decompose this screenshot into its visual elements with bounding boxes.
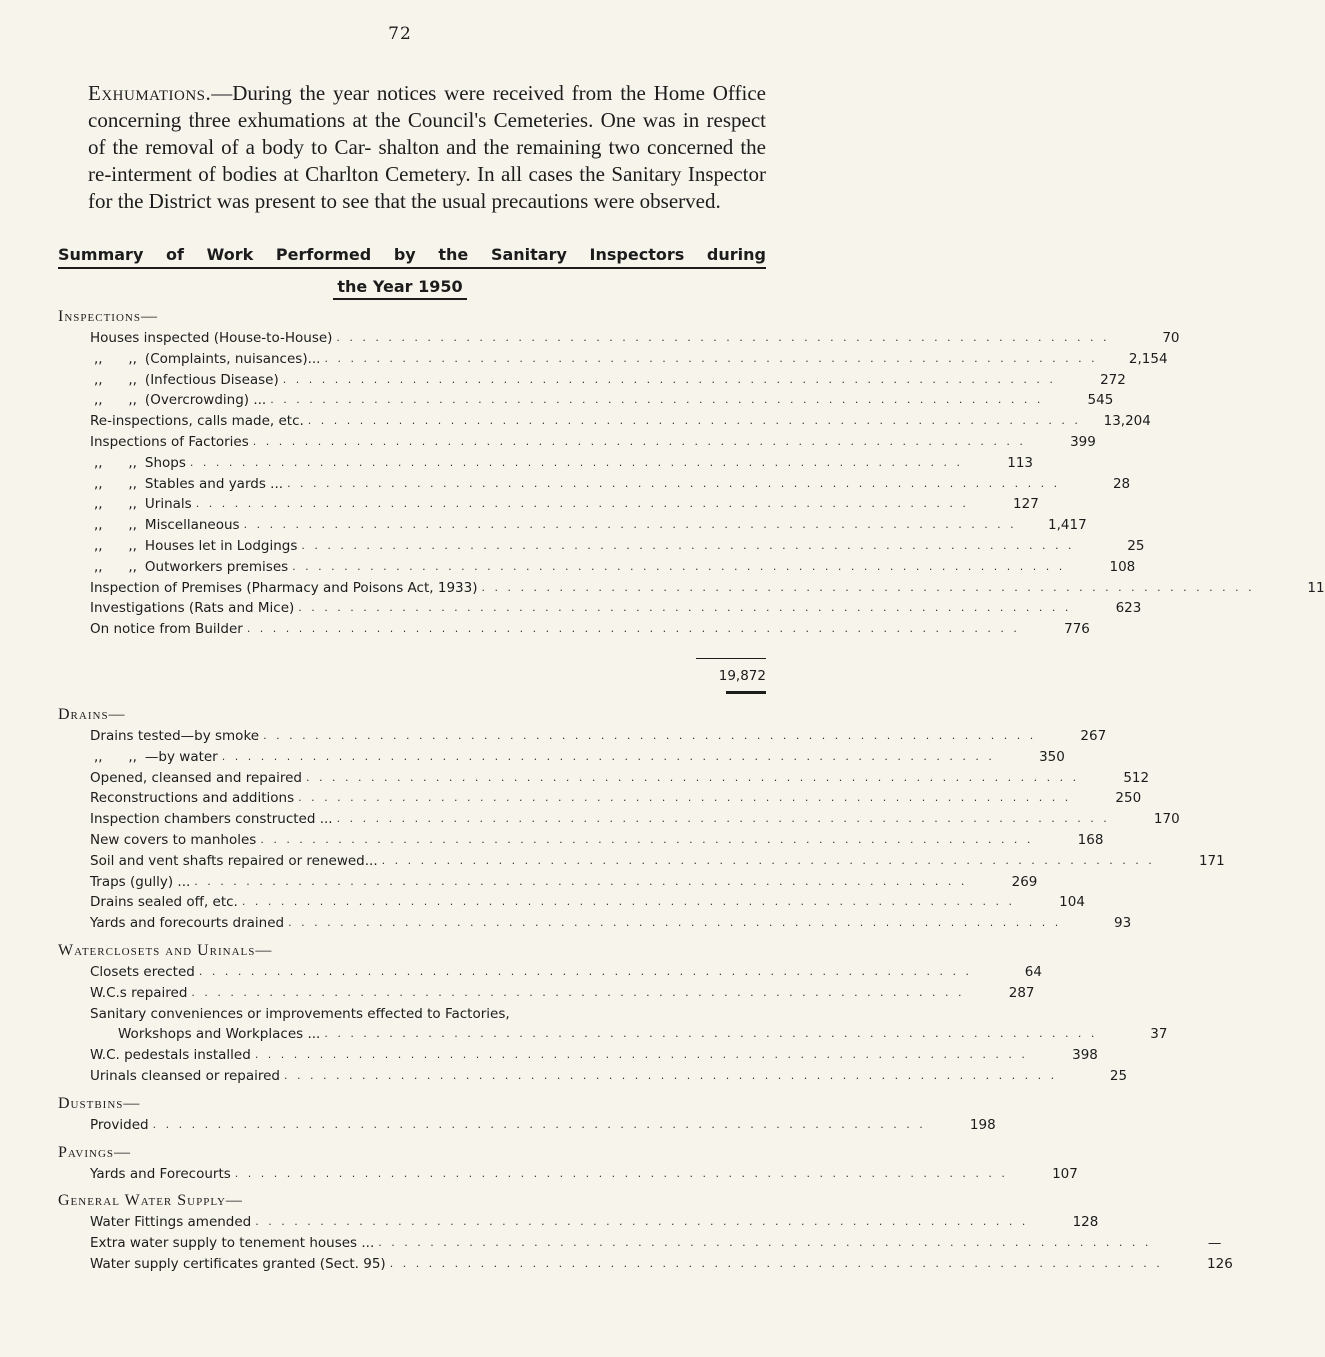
table-row [58, 453, 1034, 474]
row-label: Miscellaneous [144, 517, 240, 534]
row-value: 267 [1080, 727, 1107, 744]
row-label: Drains tested—by smoke [90, 727, 260, 744]
exhumations-text: —During the year notices were received from the Home Office concerning three exhumations at the Council's Cemeteries. One was in respect of the removal of a body to Car- shalton and the remaining two concerned the re-interment of bodies at Charlton Cemetery. In all cases the Sanitary Inspector for the District was present to see that the usual precautions were observed. [88, 81, 766, 213]
table-row [58, 809, 1180, 830]
leader-dots: . . . . . . . . . . . . . . . . . . . . . . . . . . . . . . . . . . . . . . . . . . . . . . . . . . . . . . . . . . . . [336, 331, 1110, 344]
row-label: Water Fittings amended [90, 1214, 252, 1231]
table-row [58, 349, 1168, 370]
table-row [58, 578, 1325, 599]
row-label: Yards and forecourts drained [90, 915, 285, 932]
row-label: W.C. pedestals installed [90, 1047, 251, 1064]
row-label: Stables and yards ... [144, 475, 284, 492]
row-value: 108 [1109, 558, 1136, 575]
leader-dots: . . . . . . . . . . . . . . . . . . . . . . . . . . . . . . . . . . . . . . . . . . . . . . . . . . . . . . . . . . . . [282, 372, 1056, 386]
exhumations-paragraph [88, 80, 766, 215]
row-value: 28 [1112, 475, 1131, 492]
leader-dots: . . . . . . . . . . . . . . . . . . . . . . . . . . . . . . . . . . . . . . . . . . . . . . . . . . . . . . . . . . . . [254, 1048, 1028, 1062]
table-row [58, 851, 1225, 872]
row-label: Opened, cleansed and repaired [90, 769, 302, 786]
leader-dots: . . . . . . . . . . . . . . . . . . . . . . . . . . . . . . . . . . . . . . . . . . . . . . . . . . . . . . . . . . . . [306, 770, 1080, 784]
row-value: 1,417 [1048, 517, 1087, 534]
leader-dots: . . . . . . . . . . . . . . . . . . . . . . . . . . . . . . . . . . . . . . . . . . . . . . . . . . . . . . . . . . . . [270, 393, 1044, 407]
leader-dots: . . . . . . . . . . . . . . . . . . . . . . . . . . . . . . . . . . . . . . . . . . . . . . . . . . . . . . . . . . . . [221, 749, 995, 763]
inspections-total-row [58, 640, 766, 685]
row-value: — [1207, 1235, 1222, 1252]
leader-dots: . . . . . . . . . . . . . . . . . . . . . . . . . . . . . . . . . . . . . . . . . . . . . . . . . . . . . . . . . . . . [198, 964, 972, 978]
table-row [58, 619, 1090, 640]
row-label: Investigations (Rats and Mice) [90, 600, 295, 617]
row-label: Provided [90, 1116, 149, 1133]
leader-dots: . . . . . . . . . . . . . . . . . . . . . . . . . . . . . . . . . . . . . . . . . . . . . . . . . . . . . . . . . . . . [287, 476, 1061, 490]
row-label-continued: Workshops and Workplaces ... [118, 1026, 321, 1043]
summary-subtitle-text: the Year 1950 [333, 277, 466, 300]
row-value: 93 [1114, 915, 1132, 932]
leader-dots: . . . . . . . . . . . . . . . . . . . . . . . . . . . . . . . . . . . . . . . . . . . . . . . . . . . . . . . . . . . . [389, 1256, 1163, 1270]
ditto-mark: ,, ,, [94, 454, 137, 471]
row-value: 104 [1059, 894, 1085, 911]
row-value: 545 [1087, 392, 1114, 409]
table-row [58, 598, 1142, 619]
table-row [58, 515, 1087, 536]
table-row [58, 726, 1107, 747]
row-value: 287 [1008, 984, 1035, 1001]
table-row [58, 411, 1151, 432]
row-label: Outworkers premises [144, 558, 289, 575]
table-row [58, 962, 1042, 983]
leader-dots: . . . . . . . . . . . . . . . . . . . . . . . . . . . . . . . . . . . . . . . . . . . . . . . . . . . . . . . . . . . . [263, 728, 1037, 742]
row-value: 128 [1072, 1214, 1099, 1231]
leader-dots: . . . . . . . . . . . . . . . . . . . . . . . . . . . . . . . . . . . . . . . . . . . . . . . . . . . . . . . . . . . . [336, 812, 1110, 826]
row-value: 25 [1109, 1067, 1128, 1084]
section-heading-inspections: Inspections— [58, 308, 158, 325]
row-value: 113 [1007, 454, 1034, 471]
row-label: Urinals [144, 496, 192, 513]
section-heading-drains: Drains— [58, 705, 126, 723]
row-value: 269 [1011, 873, 1038, 890]
row-value: 272 [1100, 371, 1126, 388]
table-row [58, 474, 1131, 495]
row-value: 250 [1115, 790, 1142, 807]
row-label: W.C.s repaired [90, 984, 188, 1001]
table-row [58, 872, 1038, 893]
ditto-mark: ,, ,, [94, 558, 137, 575]
ditto-mark: ,, ,, [94, 496, 137, 513]
leader-dots: . . . . . . . . . . . . . . . . . . . . . . . . . . . . . . . . . . . . . . . . . . . . . . . . . . . . . . . . . . . . [191, 985, 965, 999]
row-label: Inspections of Factories [90, 433, 249, 450]
section-heading-pavings: Pavings— [58, 1143, 132, 1161]
leader-dots: . . . . . . . . . . . . . . . . . . . . . . . . . . . . . . . . . . . . . . . . . . . . . . . . . . . . . . . . . . . . [301, 538, 1075, 552]
leader-dots: . . . . . . . . . . . . . . . . . . . . . . . . . . . . . . . . . . . . . . . . . . . . . . . . . . . . . . . . . . . . [255, 1215, 1029, 1229]
leader-dots: . . . . . . . . . . . . . . . . . . . . . . . . . . . . . . . . . . . . . . . . . . . . . . . . . . . . . . . . . . . . [324, 351, 1098, 365]
row-value: 64 [1024, 963, 1042, 980]
leader-dots: . . . . . . . . . . . . . . . . . . . . . . . . . . . . . . . . . . . . . . . . . . . . . . . . . . . . . . . . . . . . [292, 559, 1066, 573]
row-label: Inspection of Premises (Pharmacy and Poisons Act, 1933) [90, 579, 478, 596]
row-value: 512 [1123, 769, 1150, 786]
summary-title: Summary of Work Performed by the Sanitary Inspectors during [58, 244, 766, 269]
summary-table [58, 300, 1325, 1275]
leader-dots: . . . . . . . . . . . . . . . . . . . . . . . . . . . . . . . . . . . . . . . . . . . . . . . . . . . . . . . . . . . . [288, 916, 1062, 930]
row-value: 198 [969, 1116, 996, 1133]
table-row [58, 536, 1145, 557]
leader-dots: . . . . . . . . . . . . . . . . . . . . . . . . . . . . . . . . . . . . . . . . . . . . . . . . . . . . . . . . . . . . [241, 895, 1015, 909]
ditto-mark: ,, ,, [94, 371, 137, 388]
inspections-total: 19,872 [696, 658, 766, 685]
total-double-rule [58, 691, 766, 694]
table-row [58, 1004, 766, 1025]
row-label: Shops [144, 454, 186, 471]
ditto-mark: ,, ,, [94, 475, 137, 492]
table-row [58, 390, 1114, 411]
leader-dots: . . . . . . . . . . . . . . . . . . . . . . . . . . . . . . . . . . . . . . . . . . . . . . . . . . . . . . . . . . . . [246, 622, 1020, 636]
row-value: 127 [1013, 496, 1039, 513]
leader-dots: . . . . . . . . . . . . . . . . . . . . . . . . . . . . . . . . . . . . . . . . . . . . . . . . . . . . . . . . . . . . [307, 414, 1081, 428]
leader-dots: . . . . . . . . . . . . . . . . . . . . . . . . . . . . . . . . . . . . . . . . . . . . . . . . . . . . . . . . . . . . [243, 518, 1017, 532]
table-row [58, 432, 1096, 453]
row-label: Closets erected [90, 963, 195, 980]
table-row [58, 1115, 996, 1136]
row-value: 11 [1307, 579, 1325, 596]
row-label: On notice from Builder [90, 621, 243, 638]
row-value: 13,204 [1103, 413, 1151, 430]
leader-dots: . . . . . . . . . . . . . . . . . . . . . . . . . . . . . . . . . . . . . . . . . . . . . . . . . . . . . . . . . . . . [298, 601, 1072, 615]
row-value: 70 [1162, 330, 1180, 346]
table-row [58, 830, 1104, 851]
leader-dots: . . . . . . . . . . . . . . . . . . . . . . . . . . . . . . . . . . . . . . . . . . . . . . . . . . . . . . . . . . . . [234, 1166, 1008, 1180]
ditto-mark: ,, ,, [94, 517, 137, 534]
row-value: 107 [1052, 1165, 1078, 1182]
row-label: Sanitary conveniences or improvements effected to Factories, [90, 1005, 510, 1022]
section-heading-water-supply: General Water Supply— [58, 1192, 243, 1210]
row-value: 168 [1077, 831, 1104, 848]
row-value: 25 [1127, 537, 1145, 554]
row-value: 350 [1039, 748, 1065, 765]
leader-dots: . . . . . . . . . . . . . . . . . . . . . . . . . . . . . . . . . . . . . . . . . . . . . . . . . . . . . . . . . . . . [194, 874, 968, 888]
table-row [58, 1254, 1233, 1275]
ditto-mark: ,, ,, [94, 350, 137, 367]
leader-dots: . . . . . . . . . . . . . . . . . . . . . . . . . . . . . . . . . . . . . . . . . . . . . . . . . . . . . . . . . . . . [324, 1027, 1098, 1041]
table-row [58, 913, 1132, 934]
row-value: 126 [1207, 1255, 1233, 1272]
row-label: Traps (gully) ... [90, 873, 191, 890]
ditto-mark: ,, ,, [94, 537, 137, 554]
row-label: Re-inspections, calls made, etc. [90, 413, 304, 430]
row-value: 37 [1150, 1026, 1168, 1043]
row-label: Houses let in Lodgings [144, 537, 298, 554]
row-label: Soil and vent shafts repaired or renewed... [90, 852, 378, 869]
row-label: Reconstructions and additions [90, 790, 295, 807]
table-row [58, 328, 1180, 349]
leader-dots: . . . . . . . . . . . . . . . . . . . . . . . . . . . . . . . . . . . . . . . . . . . . . . . . . . . . . . . . . . . . [481, 580, 1255, 594]
leader-dots: . . . . . . . . . . . . . . . . . . . . . . . . . . . . . . . . . . . . . . . . . . . . . . . . . . . . . . . . . . . . [189, 455, 964, 469]
table-row [58, 1212, 1099, 1233]
table-row [58, 768, 1150, 789]
table-row [58, 892, 1085, 913]
page-number: 72 [388, 24, 412, 44]
row-label: (Complaints, nuisances)... [144, 350, 321, 367]
row-label: —by water [144, 748, 218, 765]
leader-dots: . . . . . . . . . . . . . . . . . . . . . . . . . . . . . . . . . . . . . . . . . . . . . . . . . . . . . . . . . . . . [381, 853, 1155, 867]
leader-dots: . . . . . . . . . . . . . . . . . . . . . . . . . . . . . . . . . . . . . . . . . . . . . . . . . . . . . . . . . . . . [195, 497, 969, 511]
ditto-mark: ,, ,, [94, 748, 137, 765]
section-heading-waterclosets: Waterclosets and Urinals— [58, 941, 273, 959]
table-row [58, 494, 1039, 515]
row-label: Houses inspected (House-to-House) [90, 330, 333, 346]
table-row [58, 1045, 1098, 1066]
row-label: New covers to manholes [90, 831, 257, 848]
table-row [58, 1024, 1168, 1045]
row-value: 399 [1070, 433, 1096, 450]
section-heading-dustbins: Dustbins— [58, 1094, 141, 1112]
row-label: Extra water supply to tenement houses ... [90, 1235, 375, 1252]
table-row [58, 1164, 1078, 1185]
row-label: Drains sealed off, etc. [90, 894, 238, 911]
row-label: Water supply certificates granted (Sect. 95) [90, 1255, 386, 1272]
row-label: Urinals cleansed or repaired [90, 1067, 280, 1084]
leader-dots: . . . . . . . . . . . . . . . . . . . . . . . . . . . . . . . . . . . . . . . . . . . . . . . . . . . . . . . . . . . . [298, 791, 1072, 805]
leader-dots: . . . . . . . . . . . . . . . . . . . . . . . . . . . . . . . . . . . . . . . . . . . . . . . . . . . . . . . . . . . . [260, 832, 1034, 846]
row-label: (Overcrowding) ... [144, 392, 267, 409]
exhumations-lead: Exhumations. [88, 81, 212, 105]
row-value: 776 [1064, 621, 1090, 638]
row-value: 170 [1153, 811, 1180, 828]
leader-dots: . . . . . . . . . . . . . . . . . . . . . . . . . . . . . . . . . . . . . . . . . . . . . . . . . . . . . . . . . . . . [152, 1117, 926, 1131]
leader-dots: . . . . . . . . . . . . . . . . . . . . . . . . . . . . . . . . . . . . . . . . . . . . . . . . . . . . . . . . . . . . [252, 434, 1026, 448]
table-row [58, 557, 1136, 578]
table-row [58, 788, 1142, 809]
table-row [58, 370, 1126, 391]
ditto-mark: ,, ,, [94, 392, 137, 409]
leader-dots: . . . . . . . . . . . . . . . . . . . . . . . . . . . . . . . . . . . . . . . . . . . . . . . . . . . . . . . . . . . . [378, 1236, 1152, 1250]
row-value: 623 [1115, 600, 1142, 617]
row-value: 171 [1198, 852, 1225, 869]
table-row [58, 1066, 1128, 1087]
row-value: 398 [1072, 1047, 1098, 1064]
table-row [58, 747, 1065, 768]
leader-dots: . . . . . . . . . . . . . . . . . . . . . . . . . . . . . . . . . . . . . . . . . . . . . . . . . . . . . . . . . . . . [283, 1068, 1058, 1082]
table-row [58, 1233, 1222, 1254]
row-label: (Infectious Disease) [144, 371, 279, 388]
row-value: 2,154 [1128, 350, 1168, 367]
table-row [58, 983, 1035, 1004]
summary-subtitle [0, 277, 800, 297]
row-label: Yards and Forecourts [90, 1165, 231, 1182]
row-label: Inspection chambers constructed ... [90, 811, 333, 828]
